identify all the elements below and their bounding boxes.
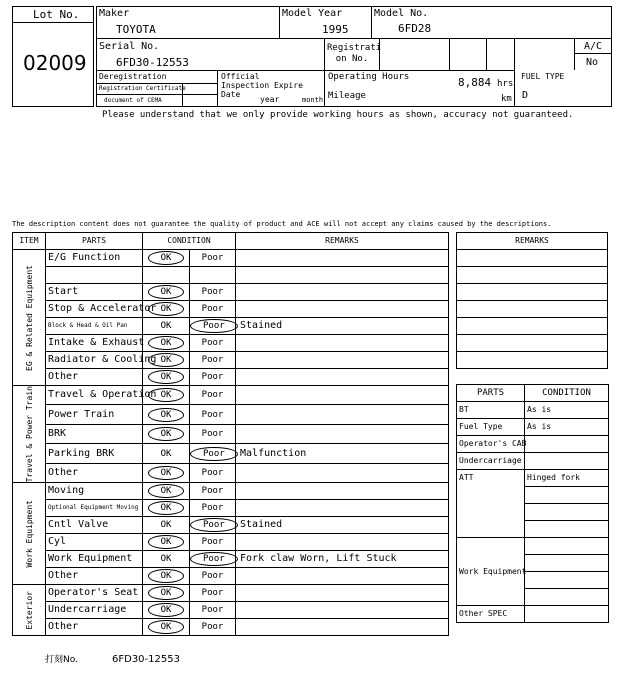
poor-cell [190, 585, 236, 602]
model-no-label: Model No. [374, 8, 429, 19]
poor-cell [190, 500, 236, 517]
right-condition-value: As is [525, 419, 609, 436]
registration-label: Registrati on No. [327, 43, 382, 64]
right-remarks-row [457, 301, 608, 318]
ok-mark: OK [148, 466, 185, 480]
poor-mark: Poor [201, 338, 224, 348]
table-row [13, 301, 449, 318]
ok-mark: OK [148, 302, 185, 316]
poor-mark: Poor [201, 468, 224, 479]
ok-cell [143, 534, 190, 551]
part-name: Undercarriage [46, 602, 143, 619]
deregistration-label: Deregistration [99, 72, 167, 81]
ok-cell [143, 463, 190, 483]
right-parts-row [457, 419, 609, 436]
table-row [13, 517, 449, 534]
ok-cell [143, 352, 190, 369]
poor-cell [190, 444, 236, 463]
part-name: Other [46, 568, 143, 585]
ok-mark: OK [148, 603, 185, 617]
item-group-label: EG & Related Equipment [24, 264, 34, 371]
right-condition-value [525, 606, 609, 623]
maker-label: Maker [99, 8, 130, 19]
right-part-name: Other SPEC [457, 606, 525, 623]
remark-cell [236, 250, 449, 267]
ok-cell [143, 619, 190, 636]
table-row [13, 318, 449, 335]
poor-cell [190, 267, 236, 284]
remark-cell [236, 352, 449, 369]
remark-cell [236, 483, 449, 500]
right-condition-value [525, 487, 609, 504]
ok-mark: OK [148, 427, 185, 441]
lot-label: Lot No. [33, 8, 80, 21]
poor-cell [190, 534, 236, 551]
ok-cell [143, 369, 190, 386]
ok-cell [143, 444, 190, 463]
right-condition-value [525, 589, 609, 606]
ok-cell [143, 250, 190, 267]
remark-cell [236, 335, 449, 352]
month-label: month [302, 96, 324, 104]
ok-mark: OK [148, 620, 185, 634]
fuel-type-value: D [522, 90, 529, 101]
reg-cert-label: Registration Certificate [99, 85, 186, 92]
ok-mark: OK [148, 408, 185, 422]
operating-hours-label: Operating Hours [328, 72, 410, 82]
ok-cell [143, 602, 190, 619]
right-remarks-row [457, 284, 608, 301]
poor-mark: Poor [201, 622, 224, 633]
ok-mark: OK [148, 285, 185, 299]
part-name: Radiator & Cooling [46, 352, 143, 369]
poor-cell [190, 483, 236, 500]
poor-mark: Poor [201, 372, 224, 382]
table-row [13, 585, 449, 602]
condition-header: CONDITION [143, 233, 236, 250]
ok-cell [143, 267, 190, 284]
table-row [13, 463, 449, 483]
ac-label: A/C [584, 41, 603, 52]
right-remarks-cell [457, 318, 608, 335]
ac-value: No [586, 57, 599, 68]
right-condition-header: CONDITION [525, 385, 609, 402]
right-remarks-table [456, 232, 608, 369]
poor-cell [190, 284, 236, 301]
official-inspection-label: Official Inspection Expire Date [221, 72, 303, 99]
remark-cell [236, 500, 449, 517]
km-label: km [501, 94, 512, 104]
table-row [13, 250, 449, 267]
right-part-name: ATT [457, 470, 525, 538]
ok-cell [143, 335, 190, 352]
poor-cell [190, 463, 236, 483]
inspection-table [12, 232, 449, 636]
part-name: Other [46, 463, 143, 483]
right-parts-row [457, 453, 609, 470]
right-condition-value [525, 521, 609, 538]
table-row [13, 386, 449, 405]
remark-cell [236, 284, 449, 301]
poor-mark: Poor [201, 588, 224, 599]
ok-mark: OK [148, 370, 185, 384]
right-remarks-cell [457, 301, 608, 318]
right-remarks-cell [457, 335, 608, 352]
part-name: Optional Equipment Moving [46, 500, 143, 517]
table-row [13, 483, 449, 500]
part-name: Start [46, 284, 143, 301]
remark-cell [236, 301, 449, 318]
right-remarks-cell [457, 267, 608, 284]
accuracy-notice: Please understand that we only provide working hours as shown, accuracy not guaranteed. [102, 110, 574, 120]
part-name: Block & Head & Oil Pan [46, 318, 143, 335]
poor-cell [190, 250, 236, 267]
right-parts-row [457, 436, 609, 453]
remark-cell [236, 405, 449, 424]
right-condition-value [525, 453, 609, 470]
poor-mark: Poor [201, 355, 224, 365]
poor-mark: Poor [190, 319, 238, 333]
ok-cell [143, 284, 190, 301]
part-name: BRK [46, 424, 143, 443]
poor-mark: Poor [201, 429, 224, 440]
remark-cell [236, 386, 449, 405]
table-row [13, 284, 449, 301]
table-row [13, 405, 449, 424]
part-name: Other [46, 369, 143, 386]
right-condition-value [525, 572, 609, 589]
poor-cell [190, 424, 236, 443]
part-name: Cntl Valve [46, 517, 143, 534]
poor-cell [190, 352, 236, 369]
part-name: Work Equipment [46, 551, 143, 568]
ok-mark: OK [148, 388, 185, 402]
serial-label: Serial No. [99, 41, 160, 52]
poor-cell [190, 335, 236, 352]
right-parts-row [457, 606, 609, 623]
poor-cell [190, 551, 236, 568]
right-remarks-header: REMARKS [457, 233, 608, 250]
model-no-value: 6FD28 [398, 22, 432, 35]
item-group-cell [13, 386, 46, 483]
ok-cell [143, 386, 190, 405]
poor-mark: Poor [201, 287, 224, 297]
item-group-cell [13, 483, 46, 585]
right-condition-value [525, 555, 609, 572]
remark-cell [236, 534, 449, 551]
poor-mark: Poor [201, 486, 224, 497]
part-name: Operator's Seat [46, 585, 143, 602]
ok-cell [143, 568, 190, 585]
ok-cell [143, 318, 190, 335]
part-name: Moving [46, 483, 143, 500]
ok-cell [143, 301, 190, 318]
ok-cell [143, 483, 190, 500]
part-name: Stop & Accelerator [46, 301, 143, 318]
item-group-cell [13, 585, 46, 636]
ok-mark: OK [148, 336, 185, 350]
right-condition-value: Hinged fork [525, 470, 609, 487]
year-label: year [260, 95, 280, 104]
poor-cell [190, 386, 236, 405]
ok-mark: OK [160, 321, 172, 331]
poor-cell [190, 619, 236, 636]
poor-cell [190, 602, 236, 619]
hrs-label: hrs [497, 79, 514, 89]
mileage-label: Mileage [328, 91, 366, 101]
right-parts-row [457, 538, 609, 555]
poor-mark: Poor [190, 518, 238, 532]
poor-cell [190, 369, 236, 386]
part-name: Intake & Exhaust [46, 335, 143, 352]
maker-value: TOYOTA [116, 23, 156, 36]
fuel-type-label: FUEL TYPE [521, 72, 565, 81]
right-remarks-row [457, 250, 608, 267]
poor-mark: Poor [201, 409, 224, 420]
poor-mark: Poor [201, 503, 224, 514]
remark-cell [236, 463, 449, 483]
right-part-name: Undercarriage [457, 453, 525, 470]
item-header: ITEM [13, 233, 46, 250]
right-remarks-row [457, 318, 608, 335]
part-name: Travel & Operation [46, 386, 143, 405]
ok-mark: OK [148, 569, 185, 583]
poor-mark: Poor [190, 552, 238, 566]
ok-mark: OK [148, 484, 185, 498]
part-name: Parking BRK [46, 444, 143, 463]
stamp-value: 6FD30-12553 [112, 654, 180, 665]
model-year-label: Model Year [282, 8, 343, 19]
ok-mark: OK [148, 535, 185, 549]
right-condition-value [525, 538, 609, 555]
part-name: Other [46, 619, 143, 636]
poor-mark: Poor [201, 571, 224, 582]
item-group-cell [13, 250, 46, 386]
table-row [13, 551, 449, 568]
poor-cell [190, 301, 236, 318]
ok-cell [143, 500, 190, 517]
table-row [13, 352, 449, 369]
item-group-label: Exterior [24, 591, 34, 630]
table-row [13, 424, 449, 443]
poor-cell [190, 318, 236, 335]
disclaimer: The description content does not guarantee the quality of product and ACE will not accept any claims caused by the descriptions. [12, 220, 552, 228]
ok-cell [143, 585, 190, 602]
poor-mark: Poor [201, 537, 224, 548]
right-part-name: Fuel Type [457, 419, 525, 436]
remark-cell [236, 424, 449, 443]
lot-number: 02009 [23, 51, 87, 75]
item-group-label: Travel & Power Train [24, 386, 34, 483]
remark-cell [236, 585, 449, 602]
right-parts-row [457, 402, 609, 419]
part-name: Power Train [46, 405, 143, 424]
poor-cell [190, 517, 236, 534]
right-condition-value: As is [525, 402, 609, 419]
table-row [13, 335, 449, 352]
right-part-name: BT [457, 402, 525, 419]
table-row [13, 369, 449, 386]
poor-cell [190, 568, 236, 585]
poor-cell [190, 405, 236, 424]
table-row [13, 602, 449, 619]
remark-cell [236, 369, 449, 386]
ok-mark: OK [148, 586, 185, 600]
right-condition-value [525, 504, 609, 521]
ok-cell [143, 405, 190, 424]
remark-cell [236, 619, 449, 636]
right-remarks-row [457, 352, 608, 369]
ok-mark: OK [160, 448, 172, 459]
poor-mark: Poor [201, 605, 224, 616]
ok-mark: OK [148, 353, 185, 367]
remark-cell [236, 267, 449, 284]
remark-cell [236, 602, 449, 619]
remark-cell: Stained [236, 517, 449, 534]
part-name: Cyl [46, 534, 143, 551]
right-remarks-row [457, 335, 608, 352]
table-row [13, 500, 449, 517]
cema-label: document of CEMA [104, 97, 162, 104]
right-parts-row [457, 470, 609, 487]
poor-mark: Poor [201, 390, 224, 401]
table-row [13, 534, 449, 551]
remark-cell: Stained [236, 318, 449, 335]
poor-mark: Poor [201, 304, 224, 314]
poor-mark: Poor [201, 253, 224, 263]
ok-mark: OK [148, 501, 185, 515]
ok-mark: OK [148, 251, 185, 265]
ok-mark: OK [160, 520, 172, 531]
poor-mark: Poor [190, 447, 238, 461]
remark-cell [236, 568, 449, 585]
part-name: E/G Function [46, 250, 143, 267]
parts-header: PARTS [46, 233, 143, 250]
item-group-label: Work Equipment [24, 500, 34, 568]
remark-cell: Malfunction [236, 444, 449, 463]
model-year-value: 1995 [322, 23, 349, 36]
right-condition-value [525, 436, 609, 453]
right-remarks-cell [457, 284, 608, 301]
ok-cell [143, 517, 190, 534]
table-row [13, 619, 449, 636]
right-remarks-row [457, 267, 608, 284]
serial-value: 6FD30-12553 [116, 56, 189, 69]
ok-cell [143, 424, 190, 443]
right-parts-table [456, 384, 609, 623]
stamp-label: 打刻No. [45, 655, 78, 665]
ok-cell [143, 551, 190, 568]
right-work-equipment-label: Work Equipment [457, 538, 525, 606]
table-row [13, 267, 449, 284]
table-row [13, 444, 449, 463]
remarks-header: REMARKS [236, 233, 449, 250]
right-parts-header: PARTS [457, 385, 525, 402]
ok-mark: OK [160, 554, 172, 565]
remark-cell: Fork claw Worn, Lift Stuck [236, 551, 449, 568]
right-remarks-cell [457, 352, 608, 369]
right-remarks-cell [457, 250, 608, 267]
operating-hours-value: 8,884 [458, 76, 492, 89]
part-name [46, 267, 143, 284]
table-row [13, 568, 449, 585]
right-part-name: Operator's CAB [457, 436, 525, 453]
